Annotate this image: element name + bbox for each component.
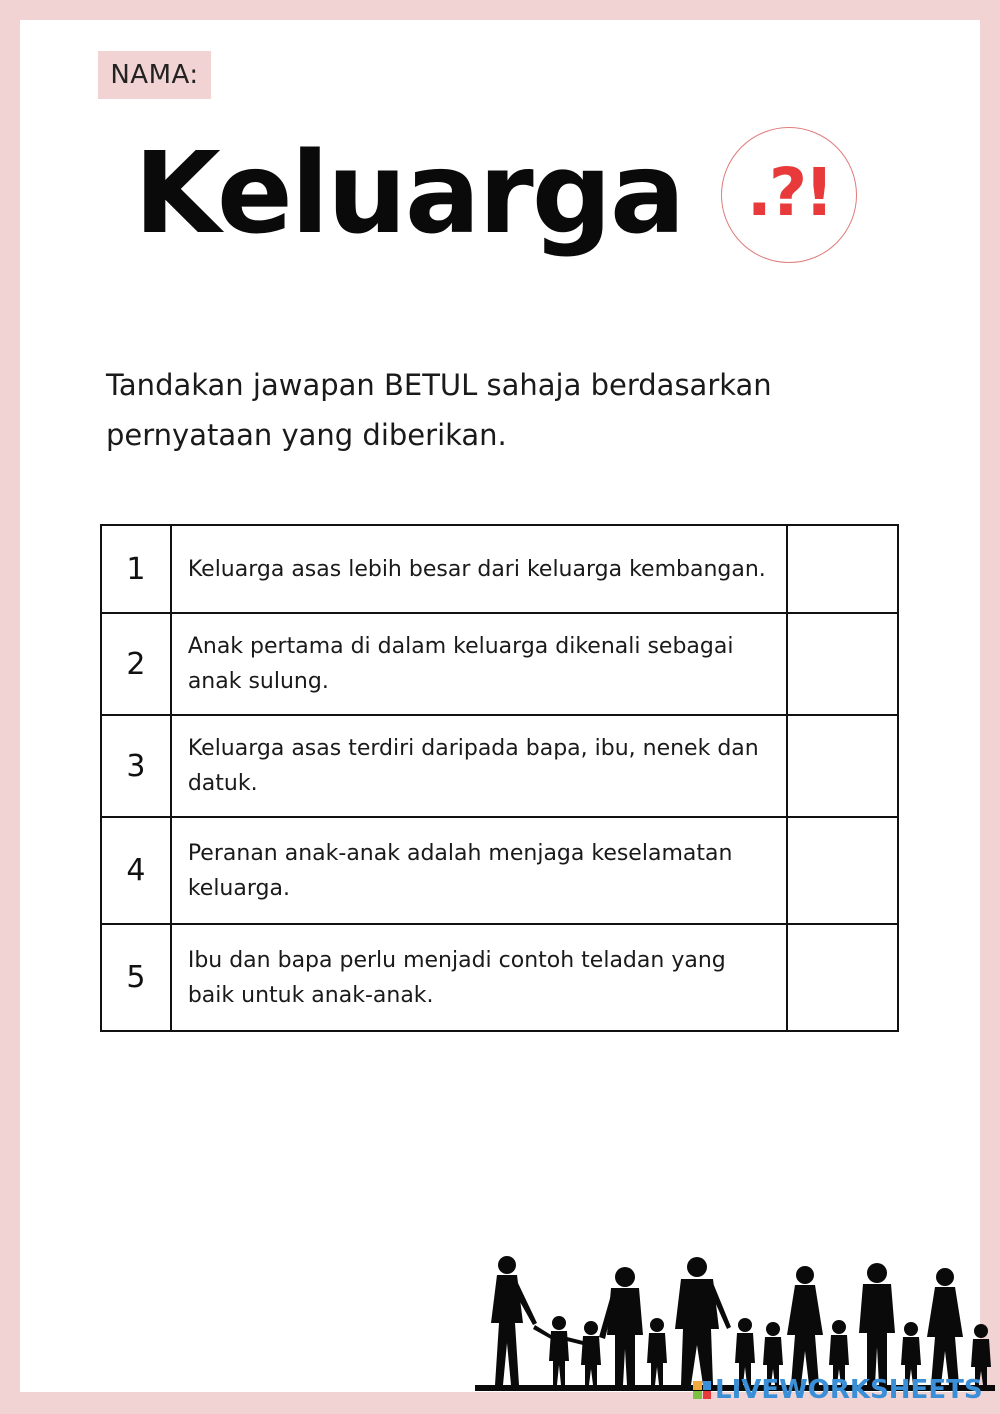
- family-silhouette-icon: [475, 1253, 995, 1393]
- question-statement: Keluarga asas lebih besar dari keluarga kembangan.: [171, 525, 788, 613]
- question-number: 4: [101, 817, 171, 924]
- badge-text: .?!: [746, 153, 832, 231]
- answer-cell[interactable]: [787, 715, 898, 817]
- liveworksheets-logo: [693, 1377, 983, 1403]
- table-row: [101, 613, 898, 715]
- question-statement: Anak pertama di dalam keluarga dikenali sebagai anak sulung.: [171, 613, 788, 715]
- page-title: Keluarga: [134, 129, 684, 259]
- answer-cell[interactable]: [787, 525, 898, 613]
- question-number: 5: [101, 924, 171, 1031]
- question-number: 2: [101, 613, 171, 715]
- worksheet-page: [20, 20, 980, 1392]
- table-row: [101, 525, 898, 613]
- logo-grid-icon: [693, 1381, 711, 1399]
- answer-cell[interactable]: [787, 817, 898, 924]
- answer-cell[interactable]: [787, 924, 898, 1031]
- question-statement: Ibu dan bapa perlu menjadi contoh teladan yang baik untuk anak-anak.: [171, 924, 788, 1031]
- logo-text: LIVEWORKSHEETS: [715, 1375, 983, 1405]
- question-statement: Peranan anak-anak adalah menjaga keselamatan keluarga.: [171, 817, 788, 924]
- table-row: [101, 817, 898, 924]
- instruction-text: Tandakan jawapan BETUL sahaja berdasarkan pernyataan yang diberikan.: [106, 368, 772, 452]
- question-number: 1: [101, 525, 171, 613]
- name-label: NAMA:: [98, 51, 211, 99]
- quiz-table: [100, 524, 899, 1032]
- question-statement: Keluarga asas terdiri daripada bapa, ibu, nenek dan datuk.: [171, 715, 788, 817]
- question-number: 3: [101, 715, 171, 817]
- table-row: [101, 715, 898, 817]
- punctuation-badge-icon: [721, 127, 857, 263]
- table-row: [101, 924, 898, 1031]
- answer-cell[interactable]: [787, 613, 898, 715]
